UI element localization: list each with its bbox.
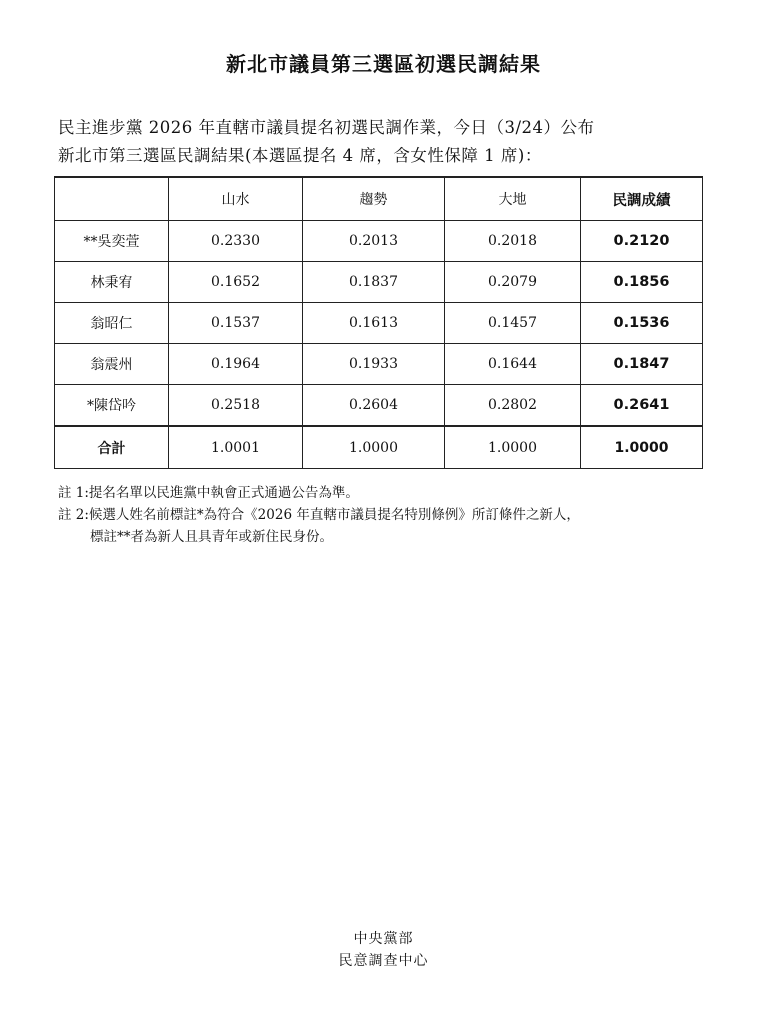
candidate-name: **吳奕萱 (55, 221, 169, 262)
table-total-row (55, 426, 703, 469)
value-cell: 0.2518 (169, 385, 303, 427)
value-cell: 0.1933 (303, 344, 445, 385)
footnote-1: 註 1:提名名單以民進黨中執會正式通過公告為準。 (58, 485, 359, 501)
value-cell: 0.2802 (445, 385, 581, 427)
issuer-block (0, 928, 767, 972)
table-row (55, 221, 703, 262)
intro-line-1: 民主進步黨 2026 年直轄市議員提名初選民調作業，今日（3/24）公布 (58, 118, 595, 137)
header-cell-qushi: 趨勢 (303, 177, 445, 221)
candidate-name: 翁昭仁 (55, 303, 169, 344)
value-cell: 0.1964 (169, 344, 303, 385)
table-header-row (55, 177, 703, 221)
candidate-name: 翁震州 (55, 344, 169, 385)
score-cell: 0.2120 (581, 221, 703, 262)
total-value-cell: 1.0000 (303, 426, 445, 469)
header-cell-shanshui: 山水 (169, 177, 303, 221)
candidate-name: *陳岱吟 (55, 385, 169, 427)
intro-line-2: 新北市第三選區民調結果(本選區提名 4 席，含女性保障 1 席)： (58, 146, 542, 165)
document-title: 新北市議員第三選區初選民調結果 (226, 52, 541, 76)
results-table (54, 176, 703, 469)
score-cell: 0.1536 (581, 303, 703, 344)
value-cell: 0.1652 (169, 262, 303, 303)
table-row (55, 303, 703, 344)
value-cell: 0.1457 (445, 303, 581, 344)
table-row (55, 385, 703, 427)
value-cell: 0.2079 (445, 262, 581, 303)
value-cell: 0.2013 (303, 221, 445, 262)
issuer-line-1: 中央黨部 (353, 931, 414, 947)
value-cell: 0.1613 (303, 303, 445, 344)
value-cell: 0.1837 (303, 262, 445, 303)
score-cell: 0.1847 (581, 344, 703, 385)
score-cell: 0.2641 (581, 385, 703, 427)
table-row (55, 344, 703, 385)
value-cell: 0.1644 (445, 344, 581, 385)
issuer-line-2: 民意調查中心 (338, 953, 429, 969)
footnote-2: 註 2:候選人姓名前標註*為符合《2026 年直轄市議員提名特別條例》所訂條件之新人， (58, 507, 580, 523)
score-cell: 0.1856 (581, 262, 703, 303)
header-cell-empty (55, 177, 169, 221)
header-cell-score: 民調成績 (581, 177, 703, 221)
intro-paragraph (58, 114, 718, 170)
total-value-cell: 1.0001 (169, 426, 303, 469)
value-cell: 0.1537 (169, 303, 303, 344)
total-value-cell: 1.0000 (445, 426, 581, 469)
candidate-name: 林秉宥 (55, 262, 169, 303)
footnote-2-continued: 標註**者為新人且具青年或新住民身份。 (90, 529, 333, 545)
value-cell: 0.2604 (303, 385, 445, 427)
header-cell-dadi: 大地 (445, 177, 581, 221)
table-row (55, 262, 703, 303)
value-cell: 0.2330 (169, 221, 303, 262)
footnotes (58, 482, 718, 548)
total-score-cell: 1.0000 (581, 426, 703, 469)
value-cell: 0.2018 (445, 221, 581, 262)
total-label: 合計 (55, 426, 169, 469)
